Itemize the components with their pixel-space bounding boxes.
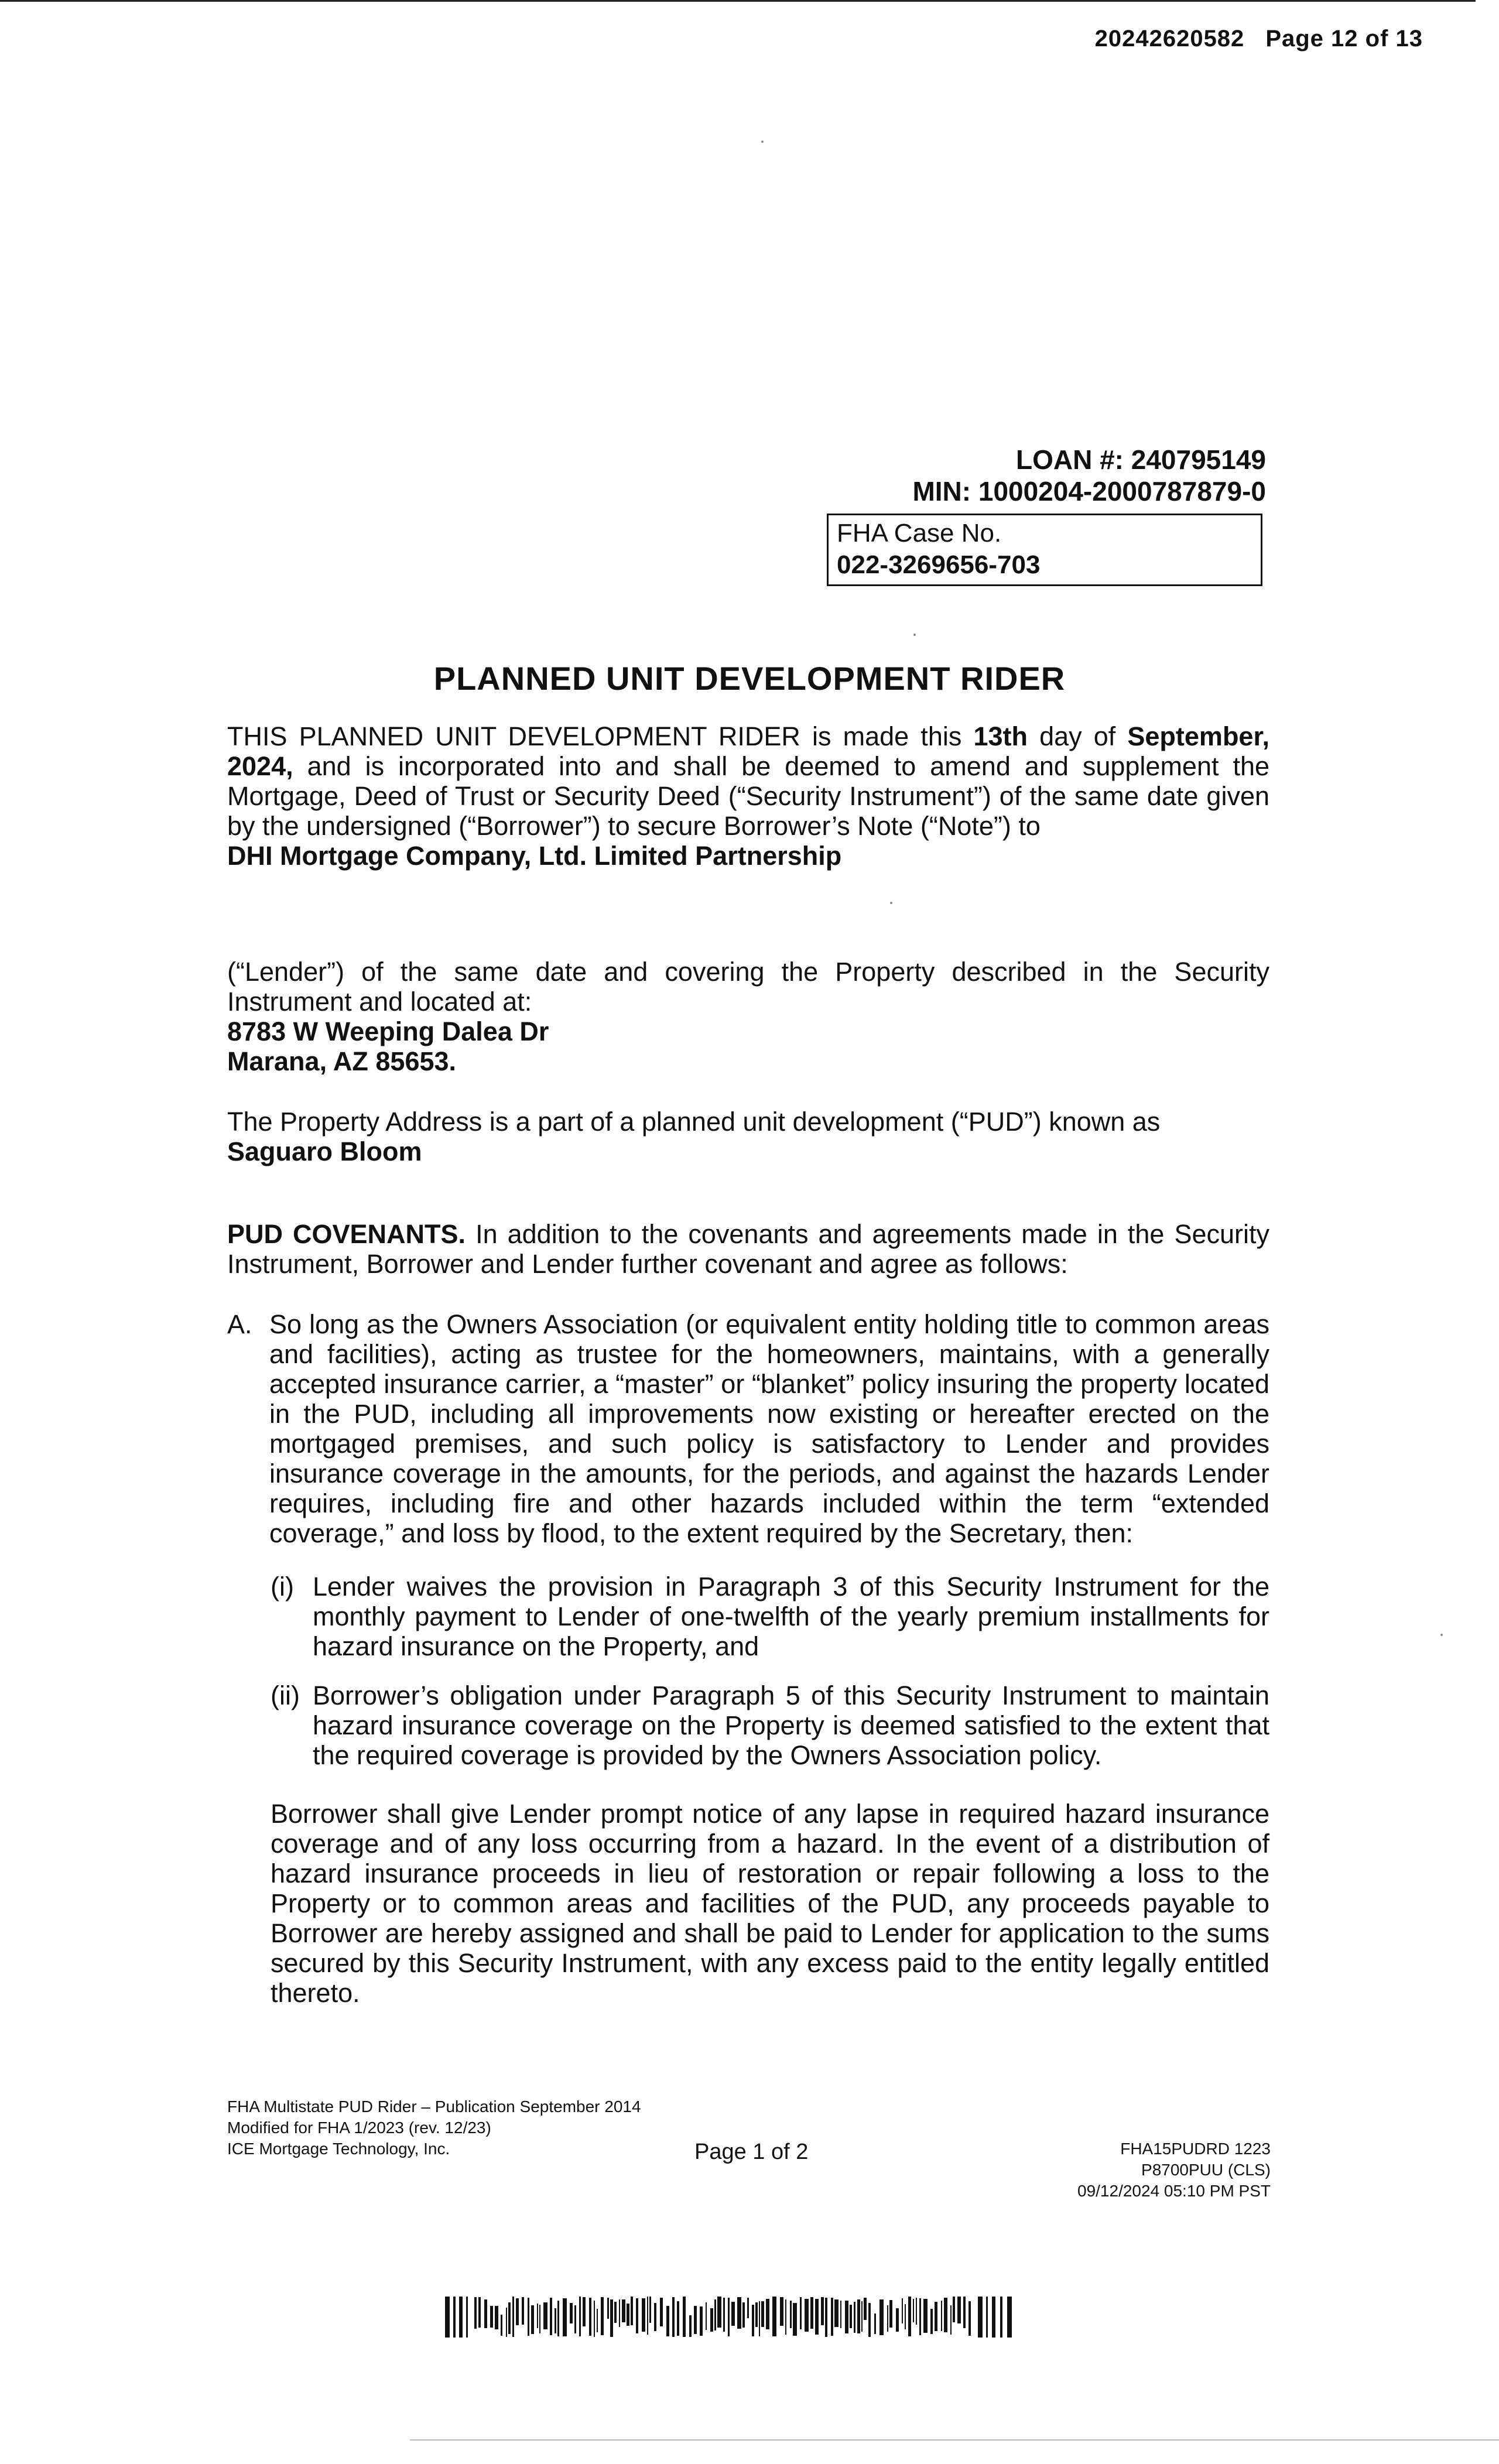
footer-left-line2: Modified for FHA 1/2023 (rev. 12/23) [227,2119,491,2137]
pud-text: The Property Address is a part of a planned unit development (“PUD”) known as [227,1107,1161,1137]
item-a-text: So long as the Owners Association (or equivalent entity holding title to common areas and facilities), acting as trustee for the homeowners, maintains, with a generally accepted insurance carrier, a “master” or “blanket” policy insuring the property located in the PUD, including all improvements now existing or hereafter erected on the mortgaged premises, and such policy is satisfactory to Lender and provides insurance coverage in the amounts, for the periods, and against the hazards Lender requires, including fire and other hazards included within the term “extended coverage,” and loss by flood, to the extent required by the Secretary, then: [269,1309,1269,1548]
footer-form-info [995,2138,1271,2202]
recording-number: 20242620582 [1094,26,1245,52]
barcode-icon [445,2297,1019,2338]
page-indicator: Page 12 of 13 [1265,26,1423,52]
loan-number: LOAN #: 240795149 [1015,444,1266,475]
footer-page-number: Page 1 of 2 [694,2140,809,2164]
sub-i-text: Lender waives the provision in Paragraph 3 of this Security Instrument for the monthly payment to Lender of one-twelfth of the yearly premium installments for hazard insurance on the Property, and [313,1572,1269,1661]
pud-paragraph [227,1107,1269,1166]
sub-item-i [271,1572,1269,1661]
covenants-text: In addition to the covenants and agreements made in the Security Instrument, Borrower and Lender further covenant and agree as follows: [227,1219,1270,1279]
scan-speck [1440,1634,1443,1636]
fha-case-label: FHA Case No. [837,519,1002,547]
bottom-border-line [410,2439,1499,2441]
scan-speck [761,141,764,143]
rider-month-year: September, 2024, [227,721,1269,781]
lender-paragraph [227,957,1269,1076]
sub-ii-text: Borrower’s obligation under Paragraph 5 of this Security Instrument to maintain hazard insurance coverage on the Property is deemed satisfied to the extent that the required coverage is provided by the Owners Association policy. [313,1681,1269,1770]
footer-form-code: FHA15PUDRD 1223 [1120,2140,1271,2158]
scan-speck [890,902,892,904]
covenants-heading: PUD COVENANTS. [227,1219,466,1249]
sub-ii-label: (ii) [271,1681,300,1710]
footer-publication [227,2096,641,2160]
footer-form-id: P8700PUU (CLS) [1141,2161,1271,2179]
rider-day: 13th [973,721,1028,751]
covenants-paragraph [227,1219,1269,1279]
notice-paragraph: Borrower shall give Lender prompt notice of any lapse in required hazard insurance coverage and of any loss occurring from a hazard. In the event of a distribution of hazard insurance proceeds in lieu of restoration or repair following a loss to the Property or to common areas and facilities of the PUD, any proceeds payable to Borrower are hereby assigned and shall be paid to Lender for application to the sums secured by this Security Instrument, with any excess paid to the entity legally entitled thereto. [271,1799,1269,2008]
intro-text-3: and is incorporated into and shall be deemed to amend and supplement the Mortgage, Deed of Trust or Security Deed (“Security Instrument”) of the same date given by the undersigned (“Borrower”) to secure Borrower’s Note (“Note”) to [227,751,1269,841]
sub-item-ii [271,1681,1269,1770]
lender-text: (“Lender”) of the same date and covering the Property described in the Security Instrument and located at: [227,957,1269,1017]
fha-case-number: 022-3269656-703 [837,550,1041,579]
top-border-line [0,0,1476,2]
footer-left-line1: FHA Multistate PUD Rider – Publication September 2014 [227,2097,641,2116]
sub-i-label: (i) [271,1572,294,1601]
scan-speck [913,634,916,636]
intro-paragraph [227,721,1269,871]
item-a-label: A. [227,1309,252,1339]
document-title: PLANNED UNIT DEVELOPMENT RIDER [433,660,1066,697]
min-number: MIN: 1000204-2000787879-0 [912,476,1266,507]
property-address-line2: Marana, AZ 85653. [227,1046,457,1076]
footer-left-line3: ICE Mortgage Technology, Inc. [227,2140,450,2158]
property-address-line1: 8783 W Weeping Dalea Dr [227,1017,549,1046]
intro-text-2: day of [1027,721,1128,751]
loan-info [820,444,1266,507]
lender-name: DHI Mortgage Company, Ltd. Limited Partnership [227,841,842,871]
intro-text-1: THIS PLANNED UNIT DEVELOPMENT RIDER is made this [227,721,974,751]
recording-header [1095,26,1423,52]
covenant-item-a [227,1309,1269,1548]
fha-case-box [827,514,1262,586]
footer-timestamp: 09/12/2024 05:10 PM PST [1077,2182,1271,2200]
pud-name: Saguaro Bloom [227,1137,422,1166]
